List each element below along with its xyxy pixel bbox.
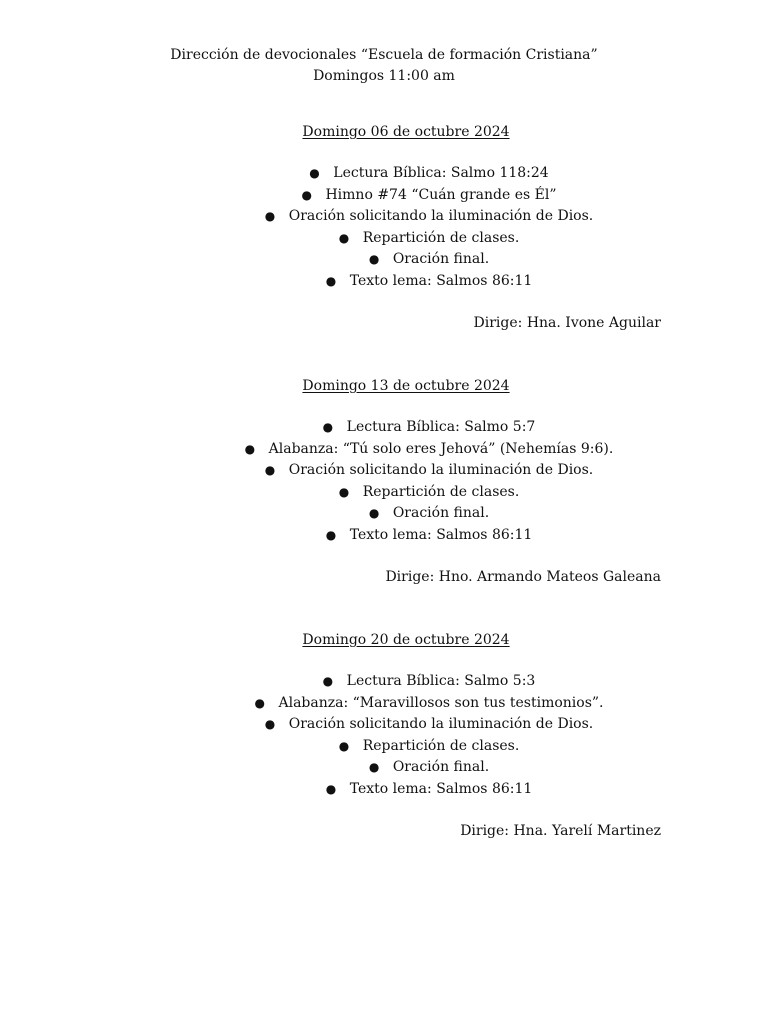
- bullet-icon: ●: [325, 527, 337, 542]
- list-item: [0, 482, 768, 504]
- bullet-icon: ●: [322, 674, 334, 688]
- list-item: [0, 439, 768, 461]
- bullet-icon: ●: [264, 463, 276, 478]
- agenda-list: [0, 417, 768, 547]
- section-date: Domingo 13 de octubre 2024: [302, 378, 510, 394]
- bullet-icon: ●: [301, 187, 312, 202]
- list-item: [0, 249, 768, 271]
- list-item: [0, 271, 768, 293]
- agenda-item-text: Oración final.: [392, 759, 490, 776]
- bullet-icon: ●: [325, 781, 337, 796]
- agenda-item-text: Texto lema: Salmos 86:11: [349, 526, 533, 543]
- agenda-item-text: Repartición de clases.: [362, 483, 520, 500]
- list-item: [0, 417, 768, 439]
- agenda-item-text: Lectura Bíblica: Salmo 118:24: [333, 165, 549, 181]
- agenda-item-text: Oración final.: [392, 505, 490, 522]
- agenda-item-text: Oración solicitando la iluminación de Dios.: [288, 208, 594, 225]
- header-title: Dirección de devocionales “Escuela de formación Cristiana”: [170, 47, 598, 63]
- section-leader: Dirige: Hna. Ivone Aguilar: [473, 315, 661, 331]
- agenda-item-text: Alabanza: “Tú solo eres Jehová” (Nehemías 9:6).: [268, 440, 614, 457]
- document-header: [0, 45, 768, 87]
- list-item: [0, 757, 768, 779]
- list-item: [0, 228, 768, 250]
- bullet-icon: ●: [264, 209, 276, 224]
- agenda-item-text: Lectura Bíblica: Salmo 5:3: [346, 673, 536, 689]
- agenda-list: [0, 163, 768, 293]
- section-date: Domingo 06 de octubre 2024: [302, 124, 510, 140]
- list-item: [0, 460, 768, 482]
- list-item: [0, 525, 768, 547]
- agenda-item-text: Repartición de clases.: [362, 737, 520, 754]
- agenda-item-text: Oración solicitando la iluminación de Dios.: [288, 462, 594, 479]
- bullet-icon: ●: [368, 252, 380, 267]
- list-item: [0, 736, 768, 758]
- section-leader: Dirige: Hno. Armando Mateos Galeana: [385, 569, 661, 585]
- bullet-icon: ●: [325, 273, 337, 288]
- agenda-item-text: Lectura Bíblica: Salmo 5:7: [346, 419, 536, 435]
- list-item: [0, 693, 768, 715]
- agenda-item-text: Oración solicitando la iluminación de Dios.: [288, 716, 594, 733]
- bullet-icon: ●: [338, 484, 350, 499]
- section-date: Domingo 20 de octubre 2024: [302, 632, 510, 648]
- list-item: [0, 185, 768, 207]
- agenda-item-text: Oración final.: [392, 251, 490, 268]
- list-item: [0, 503, 768, 525]
- bullet-icon: ●: [368, 760, 380, 775]
- bullet-icon: ●: [368, 506, 380, 521]
- list-item: [0, 206, 768, 228]
- bullet-icon: ●: [254, 695, 265, 710]
- bullet-icon: ●: [264, 717, 276, 732]
- section-leader: Dirige: Hna. Yarelí Martinez: [460, 823, 661, 839]
- bullet-icon: ●: [309, 166, 320, 180]
- bullet-icon: ●: [244, 441, 256, 456]
- bullet-icon: ●: [338, 230, 350, 245]
- agenda-item-text: Alabanza: “Maravillosos son tus testimonios”.: [278, 694, 604, 711]
- list-item: [0, 671, 768, 693]
- header-schedule: Domingos 11:00 am: [313, 68, 455, 84]
- bullet-icon: ●: [322, 420, 334, 434]
- agenda-list: [0, 671, 768, 801]
- bullet-icon: ●: [338, 738, 350, 753]
- agenda-item-text: Repartición de clases.: [362, 229, 520, 246]
- list-item: [0, 714, 768, 736]
- list-item: [0, 779, 768, 801]
- agenda-item-text: Texto lema: Salmos 86:11: [349, 780, 533, 797]
- list-item: [0, 163, 768, 185]
- agenda-item-text: Texto lema: Salmos 86:11: [349, 272, 533, 289]
- agenda-item-text: Himno #74 “Cuán grande es Él”: [325, 186, 557, 203]
